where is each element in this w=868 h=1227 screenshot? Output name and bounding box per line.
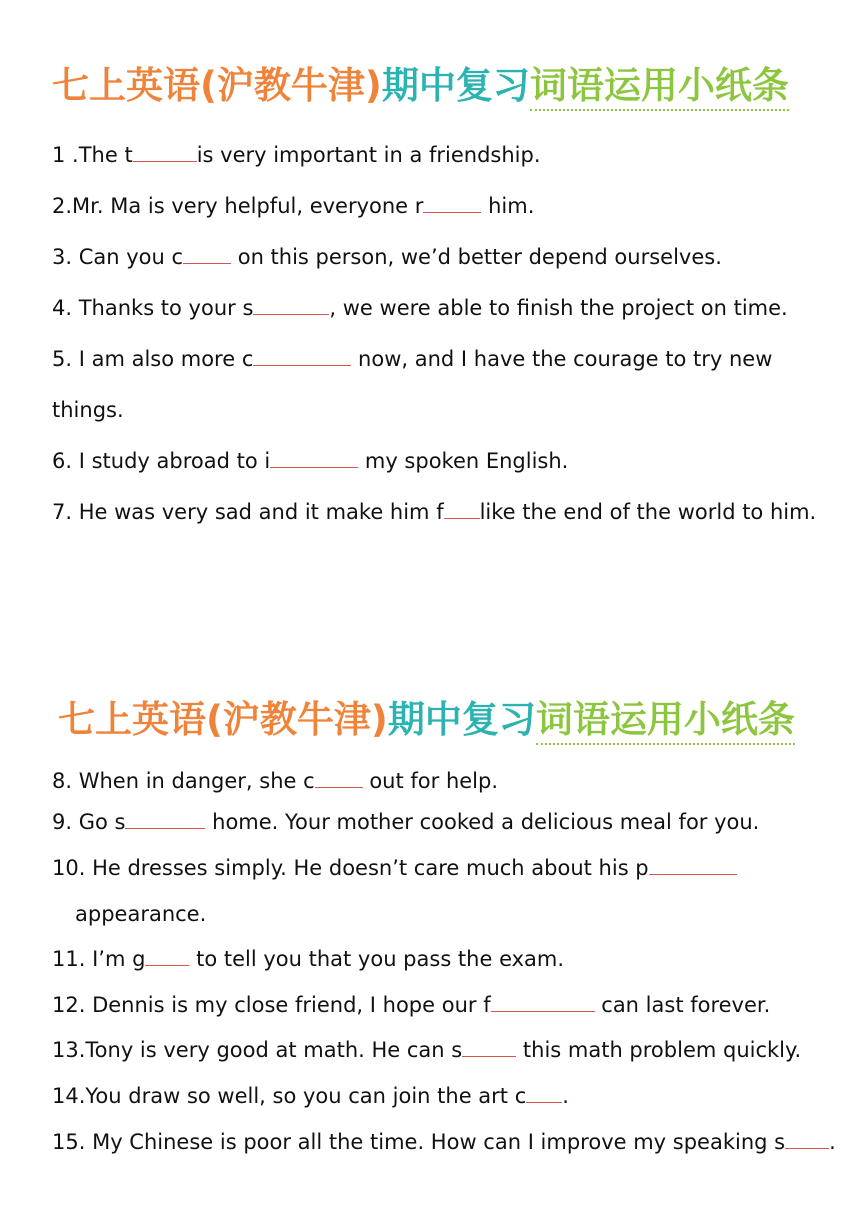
question-8: 8. When in danger, she c out for help.: [52, 769, 499, 793]
answer-blank[interactable]: [253, 347, 351, 366]
question-2: 2.Mr. Ma is very helpful, everyone r him.: [52, 194, 535, 218]
title-part-2: 期中复习: [381, 64, 530, 107]
question-10-continuation: appearance.: [75, 902, 207, 926]
section-title-1: [52, 64, 789, 108]
answer-blank[interactable]: [526, 1084, 562, 1103]
question-4: 4. Thanks to your s , we were able to finish the project on time.: [52, 296, 788, 320]
title-part-3: 词语运用小纸条: [536, 698, 795, 745]
question-10: 10. He dresses simply. He doesn’t care much about his p: [52, 854, 737, 882]
question-11: 11. I’m g to tell you that you pass the exam.: [52, 947, 565, 971]
question-5-continuation: things.: [52, 398, 124, 422]
answer-blank[interactable]: [133, 143, 197, 162]
answer-blank[interactable]: [183, 245, 231, 264]
title-part-1: 七上英语(沪教牛津): [52, 64, 382, 107]
answer-blank[interactable]: [270, 449, 358, 468]
question-9: 9. Go s home. Your mother cooked a delicious meal for you.: [52, 810, 760, 834]
answer-blank[interactable]: [491, 993, 595, 1012]
question-3: 3. Can you c on this person, we’d better depend ourselves.: [52, 245, 722, 269]
answer-blank[interactable]: [444, 500, 480, 519]
question-6: 6. I study abroad to i my spoken English.: [52, 449, 569, 473]
question-14: 14.You draw so well, so you can join the art c .: [52, 1084, 569, 1108]
question-12: 12. Dennis is my close friend, I hope our f can last forever.: [52, 993, 771, 1017]
answer-blank[interactable]: [462, 1038, 516, 1057]
title-part-1: 七上英语(沪教牛津): [58, 698, 388, 741]
question-13: 13.Tony is very good at math. He can s this math problem quickly.: [52, 1038, 802, 1062]
answer-blank[interactable]: [649, 856, 737, 875]
question-5: 5. I am also more c now, and I have the courage to try new: [52, 347, 773, 371]
answer-blank[interactable]: [315, 769, 363, 788]
answer-blank[interactable]: [253, 296, 329, 315]
section-title-2: [58, 698, 795, 742]
answer-blank[interactable]: [145, 947, 189, 966]
answer-blank[interactable]: [785, 1130, 829, 1149]
title-part-2: 期中复习: [387, 698, 536, 741]
answer-blank[interactable]: [125, 810, 205, 829]
question-7: 7. He was very sad and it make him f like the end of the world to him.: [52, 500, 817, 524]
question-15: 15. My Chinese is poor all the time. How can I improve my speaking s .: [52, 1130, 836, 1154]
question-1: 1 .The t is very important in a friendship.: [52, 143, 541, 167]
title-part-3: 词语运用小纸条: [530, 64, 789, 111]
answer-blank[interactable]: [423, 194, 481, 213]
